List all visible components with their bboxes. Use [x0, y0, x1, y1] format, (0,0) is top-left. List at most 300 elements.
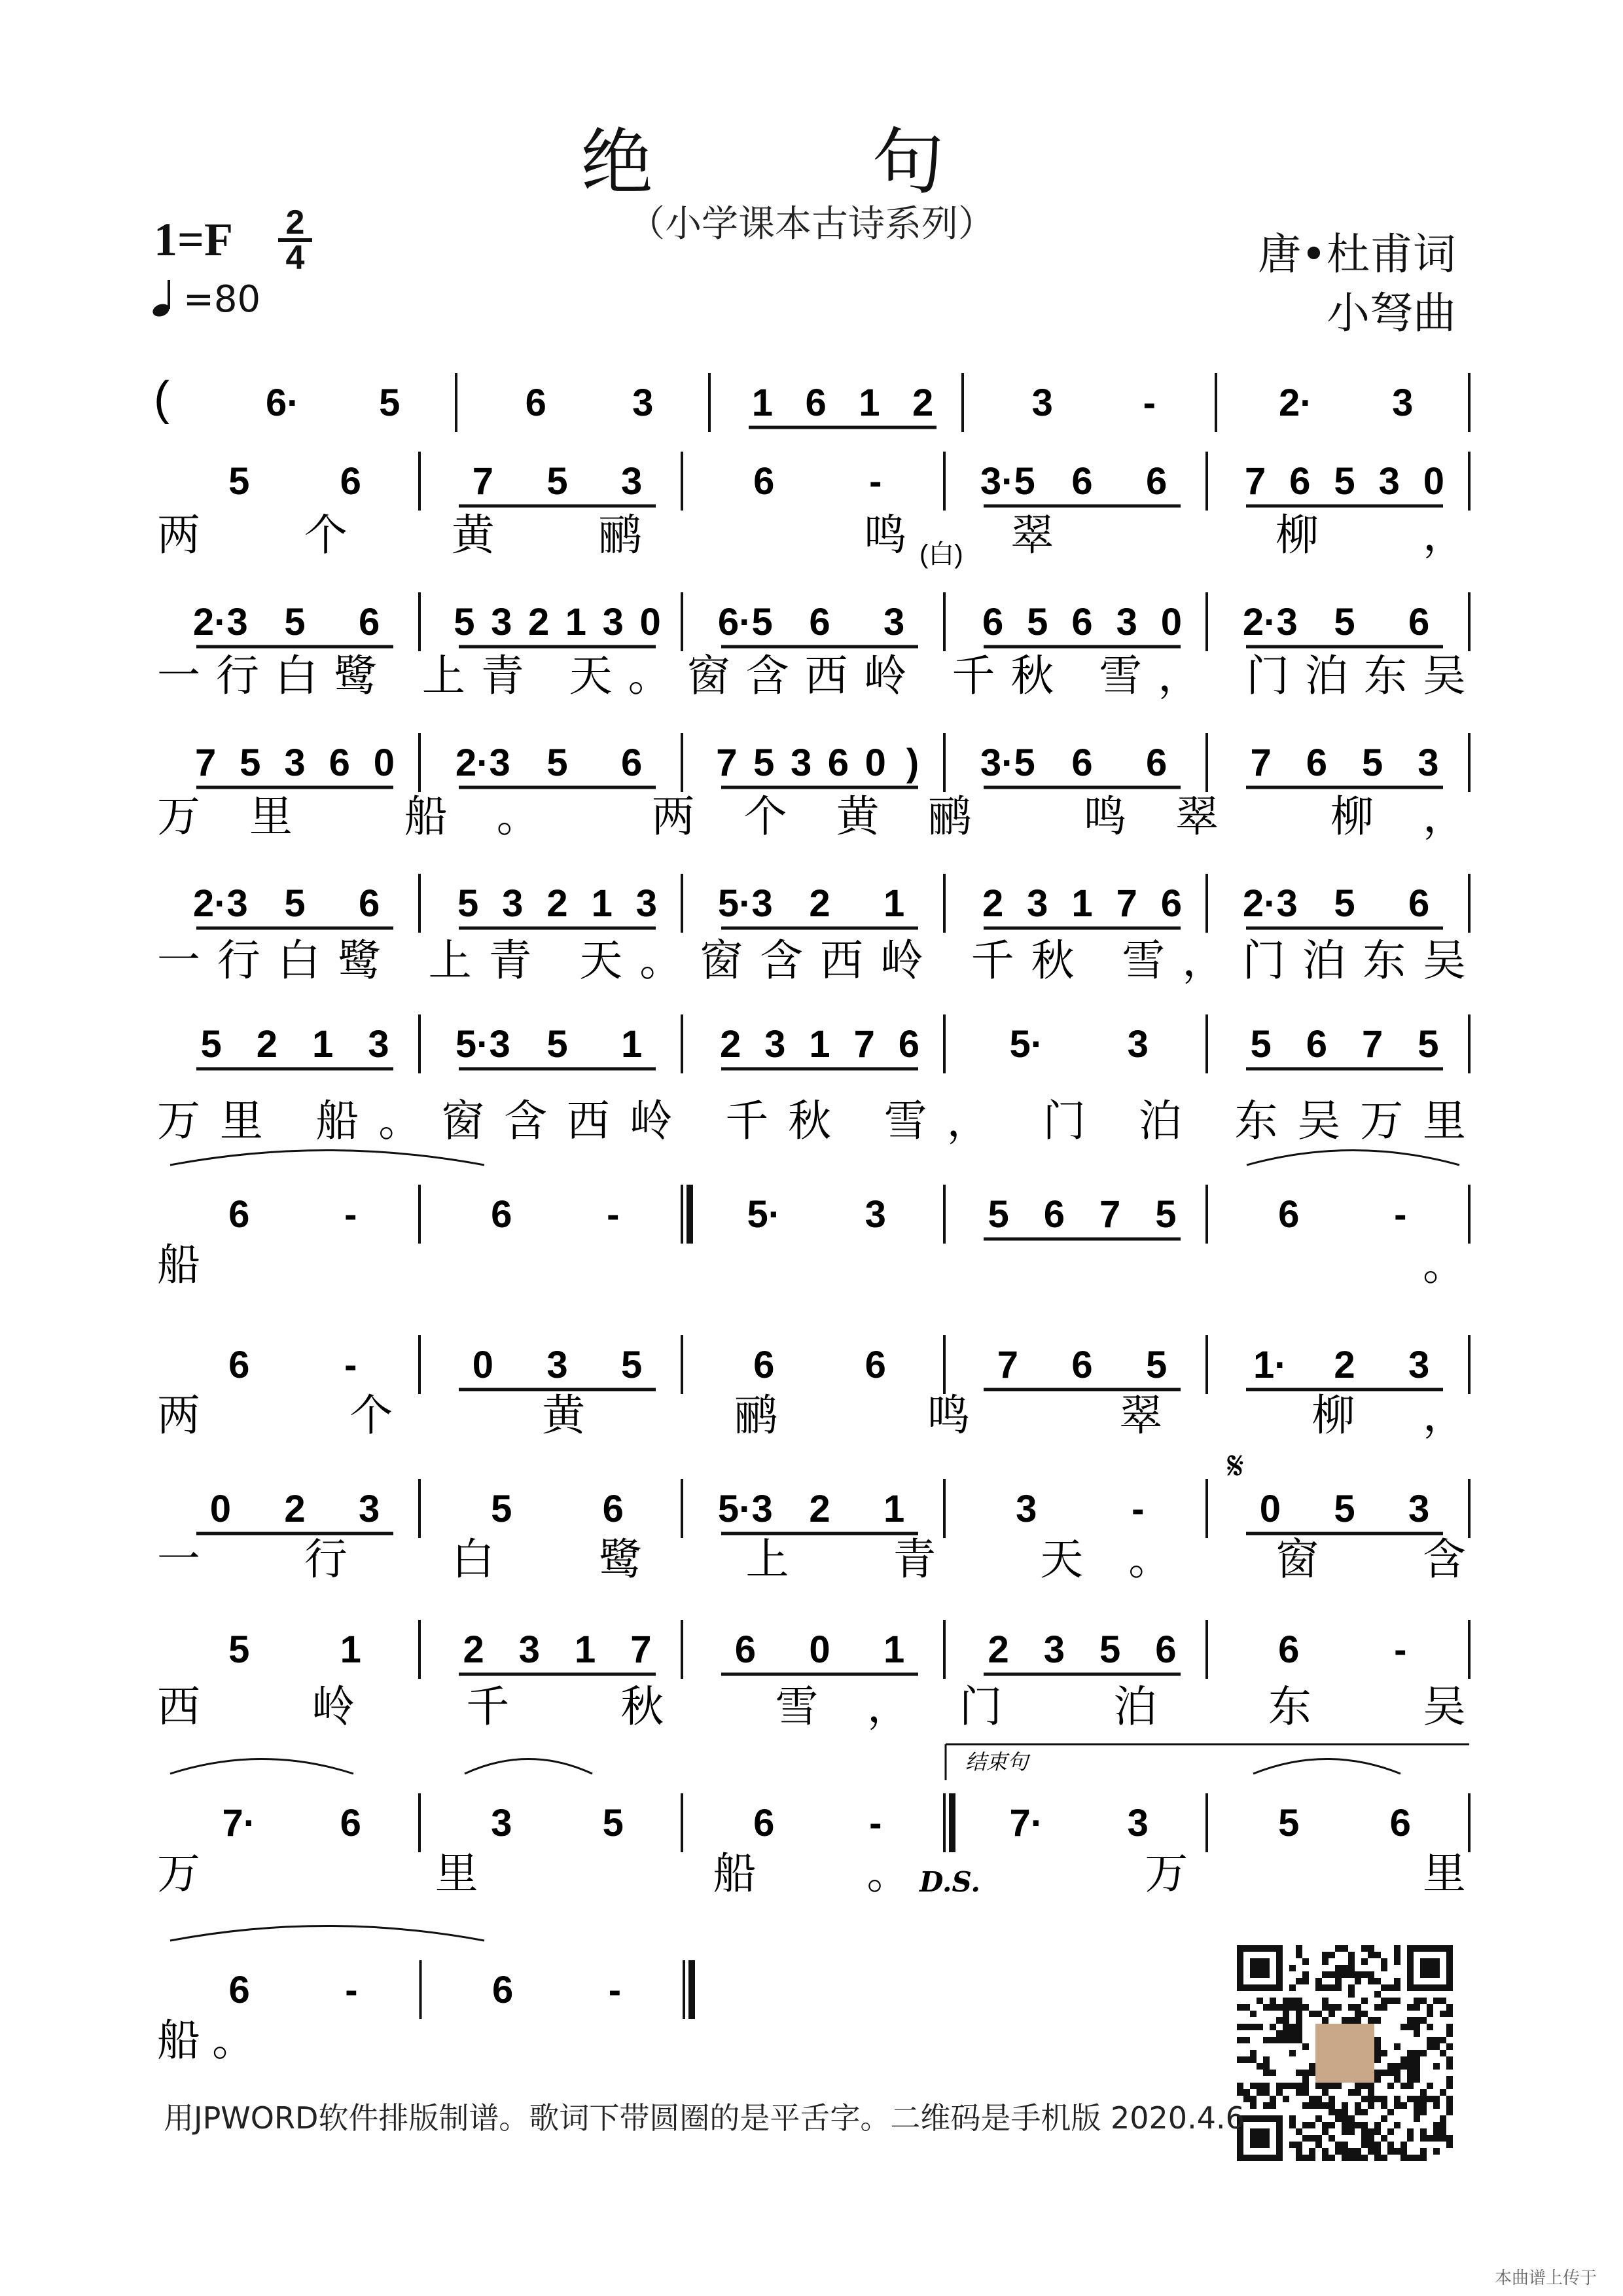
slur [170, 1151, 484, 1166]
qr-module [1374, 2043, 1381, 2050]
qr-module [1381, 2155, 1387, 2161]
qr-module [1296, 2142, 1302, 2148]
qr-module [1368, 2017, 1374, 2024]
qr-module [1296, 2004, 1302, 2011]
qr-module [1381, 2135, 1387, 2142]
lyrics-line: 一行白鹭 上青 天。窗含西岭 千秋 雪， 门泊东吴 [157, 651, 1466, 701]
qr-module [1296, 1952, 1302, 1958]
qr-module [1407, 2128, 1414, 2135]
qr-module [1237, 2024, 1243, 2030]
qr-module [1276, 2083, 1283, 2089]
qr-module [1433, 2102, 1440, 2109]
note: 3 [865, 1193, 886, 1236]
qr-module [1420, 2155, 1427, 2161]
note: - [869, 1802, 882, 1844]
qr-module [1374, 2070, 1381, 2076]
qr-module [1381, 1965, 1387, 1971]
note: 3 [1016, 1488, 1037, 1530]
qr-module [1440, 2037, 1446, 2043]
qr-module [1250, 2056, 1257, 2063]
note: 5 [621, 1344, 643, 1386]
note: 2 [527, 601, 550, 643]
note: 2 [982, 882, 1004, 925]
qr-module [1329, 1984, 1335, 1991]
note: 3 [502, 882, 524, 925]
note: 0 [1259, 1488, 1281, 1530]
note: 1 [312, 1023, 334, 1066]
note: 5 [1278, 1802, 1300, 1844]
note: 2·3 [1242, 601, 1298, 643]
qr-module [1414, 2017, 1420, 2024]
note: 3 [491, 601, 512, 643]
note: 3 [284, 742, 306, 784]
qr-module [1400, 2083, 1407, 2089]
note: 6 [491, 1193, 512, 1236]
qr-module [1270, 2037, 1276, 2043]
qr-module [1394, 2102, 1400, 2109]
qr-module [1296, 1998, 1302, 2004]
qr-module [1250, 2011, 1257, 2017]
qr-module [1237, 2083, 1243, 2089]
qr-module [1446, 2011, 1453, 2017]
qr-module [1257, 2024, 1263, 2030]
qr-module [1440, 2115, 1446, 2122]
qr-finder-core [1250, 2128, 1270, 2148]
qr-module [1322, 2102, 1329, 2109]
note: 2 [284, 1488, 306, 1530]
qr-module [1315, 1978, 1322, 1984]
note: 6 [1071, 601, 1093, 643]
qr-module [1335, 1978, 1342, 1984]
qr-module [1342, 2155, 1348, 2161]
qr-module [1348, 2089, 1355, 2096]
qr-module [1381, 2115, 1387, 2122]
note: 3 [518, 1628, 541, 1671]
note: 3 [635, 882, 658, 925]
qr-module [1342, 2148, 1348, 2155]
note: 6 [1278, 1193, 1300, 1236]
qr-module [1394, 1952, 1400, 1958]
qr-module [1394, 1984, 1400, 1991]
note: - [1143, 382, 1156, 424]
note: 3 [1043, 1628, 1065, 1671]
qr-module [1283, 2004, 1289, 2011]
qr-module [1355, 2102, 1361, 2109]
qr-module [1374, 2004, 1381, 2011]
qr-module [1257, 1998, 1263, 2004]
note: 5 [284, 882, 306, 925]
qr-module [1342, 2102, 1348, 2109]
qr-module [1400, 2102, 1407, 2109]
qr-module [1381, 1998, 1387, 2004]
note: 6 [1071, 460, 1093, 503]
tempo: =80 [183, 278, 261, 321]
subtitle: （小学课本古诗系列） [628, 203, 995, 245]
qr-module [1427, 2011, 1433, 2017]
note: 5 [1027, 601, 1048, 643]
qr-module [1355, 1971, 1361, 1978]
qr-module [1322, 1998, 1329, 2004]
qr-module [1374, 2037, 1381, 2043]
qr-module [1315, 2102, 1322, 2109]
qr-module [1381, 2050, 1387, 2056]
note: 5 [240, 742, 261, 784]
qr-module [1289, 2037, 1296, 2043]
qr-module [1309, 2135, 1315, 2142]
qr-module [1322, 1984, 1329, 1991]
qr-module [1355, 2109, 1361, 2115]
qr-module [1414, 2076, 1420, 2083]
qr-module [1315, 2115, 1322, 2122]
qr-module [1407, 2155, 1414, 2161]
qr-module [1250, 2096, 1257, 2102]
qr-module [1368, 1978, 1374, 1984]
note: 3 [790, 742, 812, 784]
qr-module [1381, 1984, 1387, 1991]
note: 6 [359, 882, 380, 925]
qr-module [1361, 2142, 1368, 2148]
footer-note: 用JPWORD软件排版制谱。歌词下带圆圈的是平舌字。二维码是手机版 2020.4.6 [164, 2100, 1245, 2136]
qr-module [1276, 2030, 1283, 2037]
lyrics-line: 船。 [157, 1240, 1466, 1290]
qr-module [1407, 2070, 1414, 2076]
qr-module [1374, 2142, 1381, 2148]
qr-module [1387, 2083, 1394, 2089]
note: 7 [997, 1344, 1018, 1386]
note: 5 [491, 1488, 512, 1530]
qr-module [1302, 1958, 1309, 1965]
note: 1· [1253, 1344, 1287, 1386]
note: 6 [340, 460, 361, 503]
qr-module [1342, 2128, 1348, 2135]
segno-mark: 𝄋 [1227, 1443, 1244, 1489]
note: 3·5 [980, 460, 1035, 503]
qr-module [1257, 2083, 1263, 2089]
note: 5·3 [455, 1023, 510, 1066]
qr-module [1414, 2024, 1420, 2030]
qr-module [1400, 2148, 1407, 2155]
qr-module [1302, 2083, 1309, 2089]
qr-module [1407, 2135, 1414, 2142]
note: 6 [1043, 1193, 1065, 1236]
qr-module [1414, 2155, 1420, 2161]
qr-module [1342, 1971, 1348, 1978]
note: 3 [632, 382, 654, 424]
note: 7· [1009, 1802, 1044, 1844]
qr-module [1394, 1978, 1400, 1984]
note: - [1132, 1488, 1145, 1530]
qr-module [1335, 2115, 1342, 2122]
qr-module [1427, 2004, 1433, 2011]
qr-module [1368, 2089, 1374, 2096]
qr-module [1420, 2148, 1427, 2155]
key-signature: 1=F [154, 213, 234, 266]
qr-module [1243, 2037, 1250, 2043]
note: 6 [329, 742, 350, 784]
qr-module [1302, 2043, 1309, 2050]
note: 2 [719, 1023, 741, 1066]
note: 5 [1334, 1488, 1355, 1530]
qr-module [1427, 2024, 1433, 2030]
qr-module [1237, 2056, 1243, 2063]
qr-module [1414, 2050, 1420, 2056]
note: 0 [209, 1488, 231, 1530]
qr-module [1446, 2102, 1453, 2109]
note: 5 [602, 1802, 624, 1844]
qr-module [1283, 2011, 1289, 2017]
qr-module [1420, 2050, 1427, 2056]
qr-module [1368, 2135, 1374, 2142]
qr-module [1257, 2089, 1263, 2096]
qr-module [1302, 2004, 1309, 2011]
qr-module [1387, 2128, 1394, 2135]
qr-module [1433, 1998, 1440, 2004]
qr-module [1355, 2148, 1361, 2155]
note: 6 [228, 1969, 250, 2011]
qr-module [1355, 1978, 1361, 1984]
note: 5 [457, 882, 479, 925]
qr-module [1368, 1945, 1374, 1952]
note: 3 [764, 1023, 786, 1066]
qr-module [1394, 2043, 1400, 2050]
qr-module [1263, 2037, 1270, 2043]
note: 7 [1361, 1023, 1383, 1066]
qr-module [1381, 2004, 1387, 2011]
qr-code-icon [1237, 1945, 1453, 2161]
qr-module [1420, 2017, 1427, 2024]
qr-module [1387, 2070, 1394, 2076]
note: 5 [1250, 1023, 1272, 1066]
open-paren: ( [154, 372, 169, 425]
qr-module [1374, 2122, 1381, 2128]
note: 3 [1127, 1802, 1149, 1844]
qr-module [1342, 2109, 1348, 2115]
qr-module [1335, 2142, 1342, 2148]
qr-module [1446, 2043, 1453, 2050]
note: 0 [1160, 601, 1183, 643]
qr-module [1322, 1952, 1329, 1958]
note: 6 [753, 460, 775, 503]
qr-module [1315, 2135, 1322, 2142]
qr-module [1361, 2109, 1368, 2115]
qr-module [1407, 2017, 1414, 2024]
note: 1 [859, 382, 880, 424]
qr-module [1315, 2096, 1322, 2102]
qr-module [1361, 2096, 1368, 2102]
qr-module [1270, 2070, 1276, 2076]
qr-module [1296, 2037, 1302, 2043]
qr-module [1348, 1984, 1355, 1991]
time-bottom: 4 [285, 239, 305, 277]
note: 2·3 [455, 742, 510, 784]
qr-module [1296, 2011, 1302, 2017]
note: 6 [809, 601, 830, 643]
qr-module [1302, 2070, 1309, 2076]
qr-module [1374, 2050, 1381, 2056]
qr-module [1374, 1952, 1381, 1958]
note: 3 [1031, 382, 1053, 424]
qr-module [1289, 2004, 1296, 2011]
qr-module [1263, 2083, 1270, 2089]
qr-module [1446, 2142, 1453, 2148]
qr-module [1315, 2142, 1322, 2148]
qr-module [1427, 2043, 1433, 2050]
qr-module [1309, 2155, 1315, 2161]
qr-module [1335, 2083, 1342, 2089]
qr-module [1309, 2063, 1315, 2070]
note: 5 [1361, 742, 1383, 784]
note: 5· [1009, 1023, 1044, 1066]
note: 5· [747, 1193, 781, 1236]
qr-module [1270, 2004, 1276, 2011]
qr-module [1368, 2142, 1374, 2148]
note: 2 [1334, 1344, 1355, 1386]
note: 7 [853, 1023, 875, 1066]
note: 0 [472, 1344, 493, 1386]
qr-module [1420, 2128, 1427, 2135]
note: 2 [912, 382, 934, 424]
qr-module [1446, 2056, 1453, 2063]
qr-module [1427, 2096, 1433, 2102]
slur [170, 1926, 484, 1941]
note: 3 [883, 601, 905, 643]
qr-module [1348, 2017, 1355, 2024]
qr-module [1315, 1984, 1322, 1991]
qr-module [1296, 2089, 1302, 2096]
note: 6 [621, 742, 643, 784]
qr-module [1237, 2004, 1243, 2011]
note: 3 [1027, 882, 1048, 925]
note: 3 [546, 1344, 568, 1386]
qr-module [1420, 2089, 1427, 2096]
qr-module [1296, 2017, 1302, 2024]
qr-module [1329, 2096, 1335, 2102]
qr-module [1446, 2024, 1453, 2030]
qr-module [1329, 2083, 1335, 2089]
qr-module [1374, 2056, 1381, 2063]
qr-module [1348, 2004, 1355, 2011]
qr-module [1296, 1978, 1302, 1984]
note: 6 [1278, 1628, 1300, 1671]
note: 7 [630, 1628, 652, 1671]
qr-module [1394, 1958, 1400, 1965]
qr-module [1433, 2135, 1440, 2142]
qr-module [1342, 2017, 1348, 2024]
qr-module [1394, 1998, 1400, 2004]
qr-module [1407, 2096, 1414, 2102]
qr-module [1322, 2017, 1329, 2024]
time-top: 2 [285, 204, 305, 242]
qr-module [1348, 1965, 1355, 1971]
note: 6 [865, 1344, 886, 1386]
note: 6 [1155, 1628, 1177, 1671]
slur [170, 1759, 353, 1774]
qr-module [1414, 2063, 1420, 2070]
qr-module [1250, 2083, 1257, 2089]
note: 6 [1071, 1344, 1093, 1386]
lyrics-line: 两 个 黄 鹂 鸣 翠 柳， [157, 1390, 1466, 1441]
qr-module [1296, 2030, 1302, 2037]
qr-module [1289, 2050, 1296, 2056]
note: 5 [1155, 1193, 1177, 1236]
note: 0 [639, 601, 661, 643]
qr-module [1400, 2056, 1407, 2063]
composer: 小弩曲 [1327, 288, 1456, 338]
qr-module [1309, 2148, 1315, 2155]
note: 5 [1418, 1023, 1439, 1066]
ending-label: 结束句 [965, 1750, 1029, 1774]
qr-module [1374, 2096, 1381, 2102]
note: 6 [228, 1344, 250, 1386]
qr-module [1335, 2148, 1342, 2155]
qr-module [1289, 2024, 1296, 2030]
qr-module [1374, 1978, 1381, 1984]
qr-module [1361, 2083, 1368, 2089]
lyrics-line: 一 行 白 鹭 上 青 天。 窗 含 [157, 1534, 1466, 1585]
qr-module [1427, 2135, 1433, 2142]
note: 2 [463, 1628, 484, 1671]
qr-module [1322, 2004, 1329, 2011]
qr-module [1302, 2102, 1309, 2109]
qr-module [1414, 2102, 1420, 2109]
qr-module [1283, 2083, 1289, 2089]
qr-module [1414, 2004, 1420, 2011]
qr-module [1296, 2128, 1302, 2135]
qr-module [1361, 2122, 1368, 2128]
note: 1 [574, 1628, 596, 1671]
qr-module [1400, 2142, 1407, 2148]
note: 2 [809, 882, 830, 925]
qr-module [1440, 2011, 1446, 2017]
qr-module [1414, 2056, 1420, 2063]
note: 6 [1146, 460, 1168, 503]
slur [1247, 1151, 1459, 1166]
lyrics-line: 万 里 船。 万 里 [157, 1848, 1466, 1899]
note: 6 [982, 601, 1004, 643]
note: - [344, 1344, 357, 1386]
qr-module [1394, 2076, 1400, 2083]
note: 2· [1278, 382, 1313, 424]
note: 1 [809, 1023, 830, 1066]
qr-module [1446, 2030, 1453, 2037]
qr-module [1289, 2083, 1296, 2089]
qr-module [1348, 1952, 1355, 1958]
qr-finder-core [1250, 1958, 1270, 1978]
qr-module [1420, 2135, 1427, 2142]
note: 3 [359, 1488, 380, 1530]
qr-module [1283, 2096, 1289, 2102]
qr-module [1329, 2122, 1335, 2128]
note: 3 [1127, 1023, 1149, 1066]
note: 3 [1116, 601, 1137, 643]
qr-module [1322, 2083, 1329, 2089]
note: 5·3 [717, 1488, 773, 1530]
qr-finder-core [1420, 1958, 1440, 1978]
qr-module [1283, 2017, 1289, 2024]
qr-module [1348, 1958, 1355, 1965]
qr-module [1355, 2011, 1361, 2017]
note: 5 [228, 460, 250, 503]
qr-module [1433, 2096, 1440, 2102]
qr-module [1355, 2155, 1361, 2161]
note: 5 [988, 1193, 1009, 1236]
note: 5 [1146, 1344, 1168, 1386]
note: 2 [809, 1488, 830, 1530]
qr-module [1368, 1971, 1374, 1978]
qr-module [1250, 2050, 1257, 2056]
qr-module [1407, 2076, 1414, 2083]
qr-module [1329, 2135, 1335, 2142]
